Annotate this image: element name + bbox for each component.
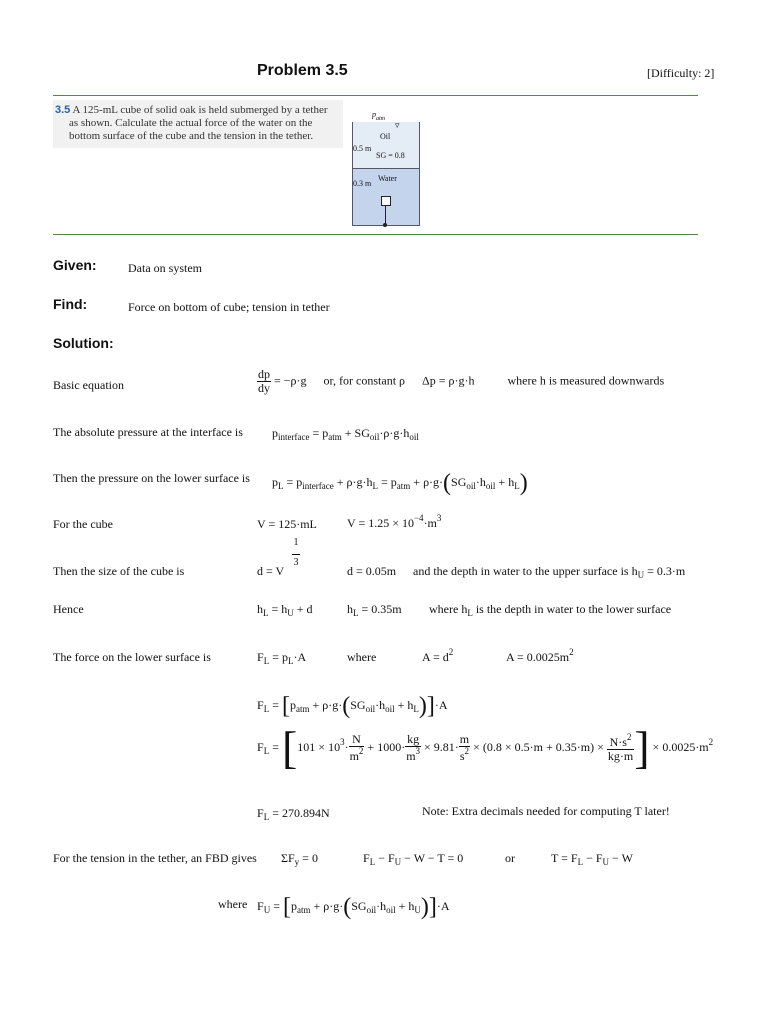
lower-depth-value: $h_L = 0.35m$ xyxy=(347,602,402,618)
difficulty-label: [Difficulty: 2] xyxy=(647,66,715,80)
extra-decimals-note: Note: Extra decimals needed for computing T later! xyxy=(422,804,670,818)
upper-depth-note: and the depth in water to the upper surface is $h_U = 0.3\cdot m$ xyxy=(413,564,686,580)
water-label: Water xyxy=(378,174,397,183)
tether xyxy=(385,205,386,225)
page-title: Problem 3.5 xyxy=(257,62,348,79)
find-text: Force on bottom of cube; tension in tether xyxy=(128,300,330,314)
specific-gravity-label: SG = 0.8 xyxy=(376,151,405,160)
bottom-divider xyxy=(53,234,698,235)
tension-label: For the tension in the tether, an FBD gives xyxy=(53,851,257,865)
force-numeric-equation: $F_L = [101 \times 10^3\cdot$ $\frac{N}{m^2}$ + 1000· $\frac{kg}{m^3}$ × 9.81· $\frac{m}{s^2}$ × (0.8 × 0.5·m + 0.35·m) × $\frac{N\cdot s^2}{kg\cdot m}$ ] × $0.0025\cdot m^2$ xyxy=(257,722,714,773)
basic-equation: $\frac{dp}{dy}$ = −ρ·g or, for constant ρ Δp = ρ·g·h where h is measured downwards xyxy=(258,367,665,396)
given-heading: Given: xyxy=(53,257,97,273)
cube xyxy=(381,196,391,206)
force-where: where xyxy=(347,650,377,664)
force-label: The force on the lower surface is xyxy=(53,650,211,664)
interface-label: The absolute pressure at the interface is xyxy=(53,425,243,439)
patm-label: $p_{atm}$ xyxy=(372,110,385,122)
problem-text-line-1: A 125-mL cube of solid oak is held submerged by a tether xyxy=(72,104,328,116)
problem-text-line-3: bottom surface of the cube and the tension in the tether. xyxy=(69,130,314,142)
find-heading: Find: xyxy=(53,296,88,312)
fbd-or: or xyxy=(505,851,515,865)
solution-heading: Solution: xyxy=(53,335,114,351)
cube-label: For the cube xyxy=(53,517,113,531)
upper-force-where: where xyxy=(218,897,248,911)
free-surface-icon: ▿ xyxy=(395,120,400,130)
basic-equation-note: where h is measured downwards xyxy=(507,373,665,388)
area-equation: $A = d^2$ xyxy=(422,647,454,664)
force-expanded-equation: $F_L = [p_{atm} + \rho\cdot g\cdot(SG_{oil}\cdot h_{oil} + h_L)]\cdot A$ xyxy=(257,693,448,719)
force-result: $F_L = 270.894N$ xyxy=(257,806,330,822)
oil-depth-label: 0.5 m xyxy=(353,144,372,153)
hence-label: Hence xyxy=(53,602,84,616)
lower-pressure-equation: $p_L = p_{interface} + \rho\cdot g\cdot h_L = p_{atm} + \rho\cdot g\cdot(SG_{oil}\cdot h_{oil} + h_L)$ xyxy=(272,470,528,496)
given-text: Data on system xyxy=(128,261,202,275)
water-depth-label: 0.3 m xyxy=(353,179,372,188)
cube-size-value: d = 0.05m xyxy=(347,564,397,578)
area-value: $A = 0.0025m^2$ xyxy=(506,647,574,664)
interface-equation: $p_{interface} = p_{atm} + SG_{oil}\cdot\rho\cdot g\cdot h_{oil}$ xyxy=(272,426,419,442)
top-divider xyxy=(53,95,698,96)
anchor xyxy=(383,223,387,227)
lower-depth-note: where $h_L$ is the depth in water to the lower surface xyxy=(429,602,672,618)
fbd-force-balance: $F_L - F_U - W - T = 0$ xyxy=(363,851,464,867)
basic-equation-label: Basic equation xyxy=(53,378,124,392)
fbd-sum-equation: $\Sigma F_y = 0$ xyxy=(281,851,318,867)
basic-equation-mid: or, for constant ρ xyxy=(323,373,406,388)
problem-text-line-2: as shown. Calculate the actual force of the water on the xyxy=(69,117,313,129)
cube-size-label: Then the size of the cube is xyxy=(53,564,185,578)
oil-label: Oil xyxy=(380,132,391,141)
lower-depth-equation: $h_L = h_U + d$ xyxy=(257,602,313,618)
tank-figure xyxy=(350,100,420,228)
tension-equation: $T = F_L - F_U - W$ xyxy=(551,851,633,867)
force-equation: $F_L = p_L\cdot A$ xyxy=(257,650,307,666)
problem-number: 3.5 xyxy=(55,104,71,116)
cube-volume-value: $V = 1.25 \times 10^{-4}\cdot m^3$ xyxy=(347,513,442,530)
upper-force-equation: $F_U = [p_{atm} + \rho\cdot g\cdot(SG_{oil}\cdot h_{oil} + h_U)]\cdot A$ xyxy=(257,894,450,920)
cube-volume-equation: V = 125·mL xyxy=(257,517,317,531)
problem-statement xyxy=(53,100,343,148)
lower-pressure-label: Then the pressure on the lower surface is xyxy=(53,471,250,485)
